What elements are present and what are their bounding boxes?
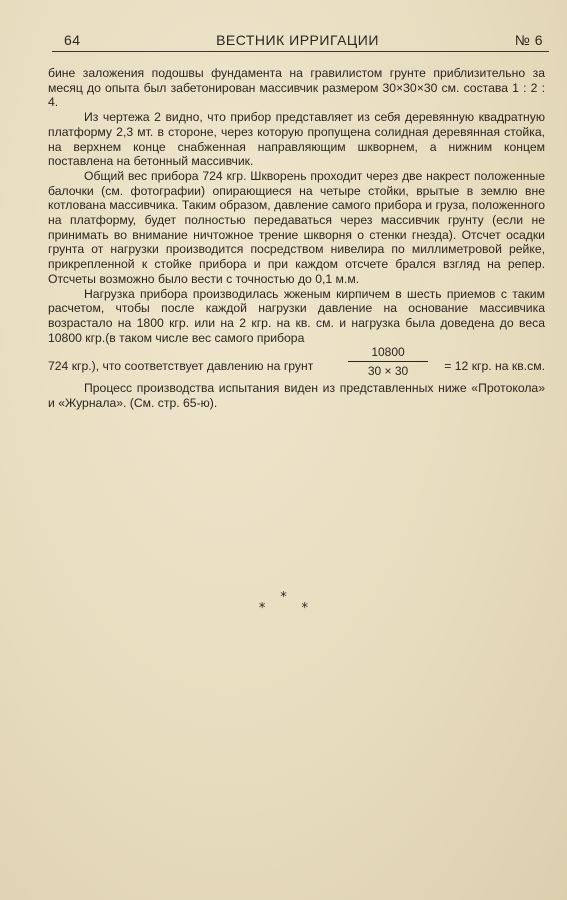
issue-number: № 6 bbox=[514, 32, 543, 48]
section-separator bbox=[0, 592, 567, 614]
paragraph-device-weight: Общий вес прибора 724 кгр. Шкворень проходит через две накрест положенные балочки (см. фотографии) опирающиеся на четыре стойки, врытые в землю вне котлована массивчика. Таким образом, давление самого прибора и груза, положенного на платформу, будет полностью передаваться через массивчик грунту (если не принимать во внимание ничтожное трение шкворня о стенки гнезда). Отсчет осадки грунта от нагрузки производится посредством нивелира по миллиметровой рейке, прикрепленной к стойке прибора и при каждом отсчете брался взгляд на репер. Отсчеты возможно было вести с точностью до 0,1 м.м. bbox=[48, 168, 545, 286]
article-body bbox=[48, 66, 545, 411]
running-head bbox=[50, 32, 545, 52]
paragraph-continuation: бине заложения подошвы фундамента на гравилистом грунте приблизительно за месяц до опыта был забетонирован массивчик размером 30×30×30 см. состава 1 : 2 : 4. bbox=[48, 66, 545, 110]
fraction-numerator: 10800 bbox=[371, 345, 405, 360]
pressure-formula bbox=[48, 345, 545, 381]
separator-bottom-stars: * * bbox=[258, 601, 325, 616]
formula-prefix: 724 кгр.), что соответствует давлению на грунт bbox=[48, 359, 314, 374]
formula-suffix: = 12 кгр. на кв.см. bbox=[444, 359, 545, 374]
fraction-bar bbox=[348, 361, 428, 362]
header-rule bbox=[52, 51, 549, 52]
page-number: 64 bbox=[64, 32, 81, 48]
journal-title: ВЕСТНИК ИРРИГАЦИИ bbox=[216, 32, 379, 48]
fraction-denominator: 30 × 30 bbox=[367, 364, 409, 379]
paragraph-closing: Процесс производства испытания виден из представленных ниже «Протокола» и «Журнала». (См. стр. 65-ю). bbox=[48, 381, 545, 411]
paragraph-loading: Нагрузка прибора производилась жженым кирпичем в шесть приемов с таким расчетом, чтобы после каждой нагрузки давление на основание массивчика возрастало на 1800 кгр. или на 2 кгр. на кв. см. и нагрузка была доведена до веса 10800 кгр.(в таком числе вес самого прибора bbox=[48, 286, 545, 345]
paragraph-device-description: Из чертежа 2 видно, что прибор представляет из себя деревянную квадратную платформу 2,3 мт. в стороне, через которую пропущена солидная деревянная стойка, на верхнем конце снабженная направляющим шкворнем, а нижним концем поставлена на бетонный массивчик. bbox=[48, 110, 545, 169]
formula-fraction bbox=[340, 345, 436, 378]
separator-top-star: * bbox=[280, 590, 287, 605]
